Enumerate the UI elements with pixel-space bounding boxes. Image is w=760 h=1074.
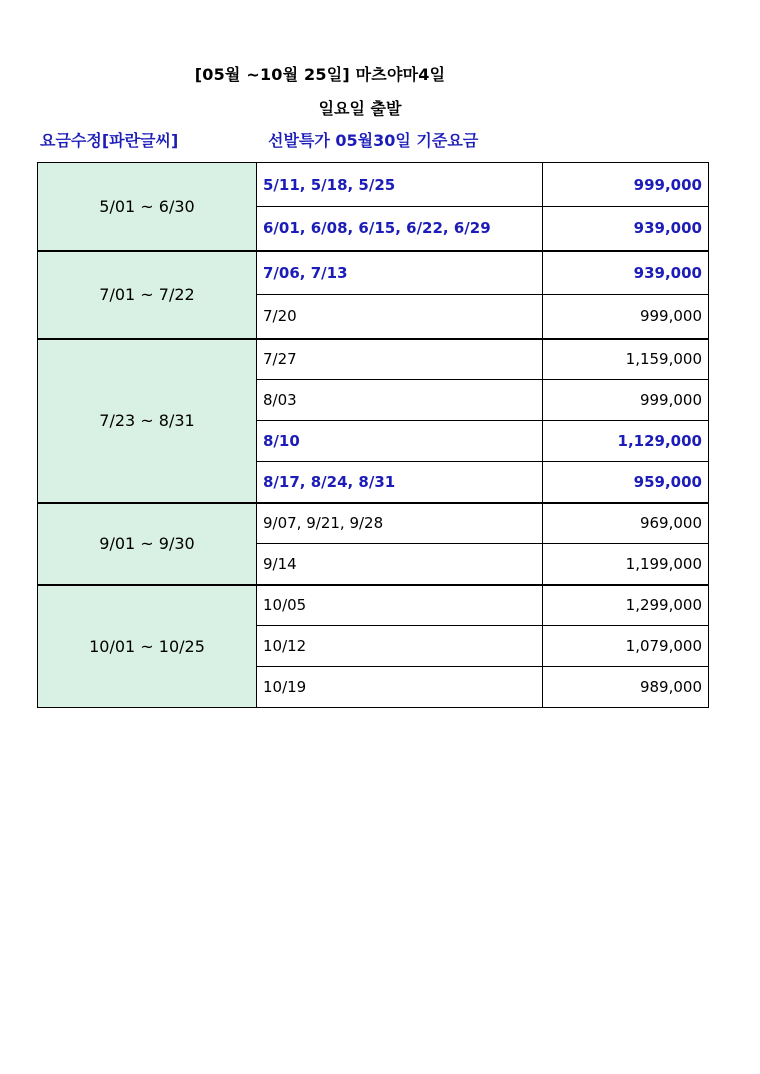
price-cell: 1,199,000 — [543, 544, 709, 585]
departure-dates-cell: 9/07, 9/21, 9/28 — [257, 503, 543, 544]
period-cell: 5/01 ~ 6/30 — [38, 163, 257, 251]
departure-dates-cell: 5/11, 5/18, 5/25 — [257, 163, 543, 207]
table-row — [38, 503, 709, 544]
departure-dates-cell: 7/20 — [257, 295, 543, 339]
period-cell: 7/01 ~ 7/22 — [38, 251, 257, 339]
period-cell: 10/01 ~ 10/25 — [38, 585, 257, 708]
price-cell: 989,000 — [543, 667, 709, 708]
page-subtitle: 일요일 출발 — [318, 99, 402, 118]
price-revision-note: 요금수정[파란글씨] — [40, 131, 179, 150]
departure-dates-cell: 8/10 — [257, 421, 543, 462]
departure-dates-cell: 6/01, 6/08, 6/15, 6/22, 6/29 — [257, 207, 543, 251]
table-row — [38, 339, 709, 380]
price-cell: 939,000 — [543, 251, 709, 295]
price-cell: 1,079,000 — [543, 626, 709, 667]
price-table-body — [38, 163, 709, 708]
table-row — [38, 585, 709, 626]
departure-dates-cell: 10/05 — [257, 585, 543, 626]
price-cell: 999,000 — [543, 380, 709, 421]
departure-dates-cell: 8/17, 8/24, 8/31 — [257, 462, 543, 503]
price-cell: 1,159,000 — [543, 339, 709, 380]
price-cell: 939,000 — [543, 207, 709, 251]
price-cell: 1,129,000 — [543, 421, 709, 462]
departure-dates-cell: 10/19 — [257, 667, 543, 708]
price-cell: 959,000 — [543, 462, 709, 503]
table-row — [38, 163, 709, 207]
early-bird-note: 선발특가 05월30일 기준요금 — [268, 131, 479, 150]
price-cell: 999,000 — [543, 163, 709, 207]
departure-dates-cell: 7/27 — [257, 339, 543, 380]
departure-dates-cell: 10/12 — [257, 626, 543, 667]
table-row — [38, 251, 709, 295]
page-title: [05월 ~10월 25일] 마츠야마4일 — [194, 65, 446, 84]
price-cell: 969,000 — [543, 503, 709, 544]
departure-dates-cell: 8/03 — [257, 380, 543, 421]
departure-dates-cell: 7/06, 7/13 — [257, 251, 543, 295]
price-table — [37, 162, 709, 708]
period-cell: 7/23 ~ 8/31 — [38, 339, 257, 503]
period-cell: 9/01 ~ 9/30 — [38, 503, 257, 585]
price-cell: 1,299,000 — [543, 585, 709, 626]
price-cell: 999,000 — [543, 295, 709, 339]
departure-dates-cell: 9/14 — [257, 544, 543, 585]
